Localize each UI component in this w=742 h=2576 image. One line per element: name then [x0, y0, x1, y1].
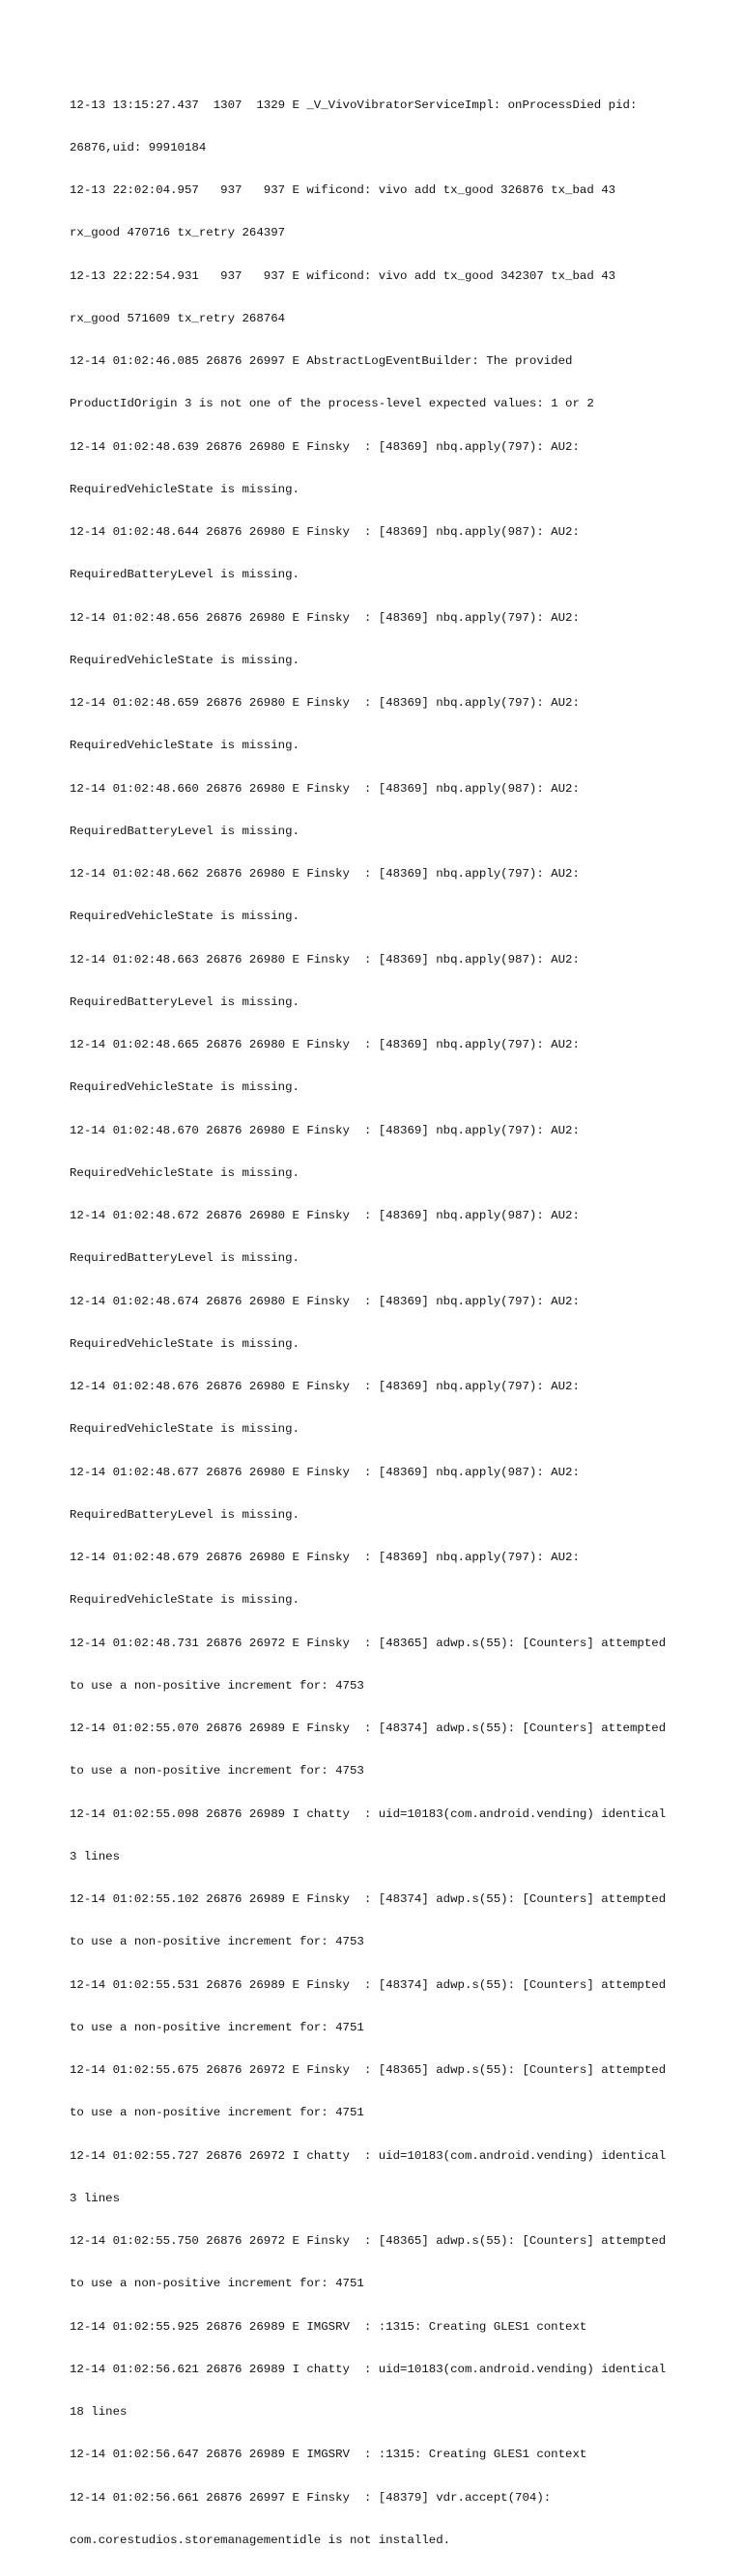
log-line: 12-14 01:02:48.660 26876 26980 E Finsky : [48369] nbq.apply(987): AU2:	[70, 781, 580, 796]
log-line: RequiredVehicleState is missing.	[70, 739, 300, 753]
log-line: 12-14 01:02:48.677 26876 26980 E Finsky : [48369] nbq.apply(987): AU2:	[70, 1465, 580, 1479]
log-line: 26876,uid: 99910184	[70, 140, 207, 154]
log-line: 12-14 01:02:55.070 26876 26989 E Finsky : [48374] adwp.s(55): [Counters] attempted	[70, 1722, 667, 1735]
log-line: RequiredVehicleState is missing.	[70, 653, 300, 667]
log-line: 12-14 01:02:55.102 26876 26989 E Finsky : [48374] adwp.s(55): [Counters] attempted	[70, 1892, 667, 1906]
log-line: 12-13 22:22:54.931 937 937 E wificond: vivo add tx_good 342307 tx_bad 43	[70, 268, 616, 283]
log-line: RequiredVehicleState is missing.	[70, 1422, 300, 1437]
log-line: 12-14 01:02:48.644 26876 26980 E Finsky : [48369] nbq.apply(987): AU2:	[70, 525, 580, 539]
log-line: 12-14 01:02:56.661 26876 26997 E Finsky : [48379] vdr.accept(704):	[70, 2490, 552, 2505]
log-line: RequiredBatteryLevel is missing.	[70, 1251, 300, 1266]
log-line: 12-14 01:02:48.674 26876 26980 E Finsky : [48369] nbq.apply(797): AU2:	[70, 1294, 580, 1308]
log-line: RequiredVehicleState is missing.	[70, 910, 300, 924]
log-line: 12-14 01:02:55.925 26876 26989 E IMGSRV : :1315: Creating GLES1 context	[70, 2319, 587, 2334]
log-line: 12-14 01:02:48.662 26876 26980 E Finsky : [48369] nbq.apply(797): AU2:	[70, 867, 580, 881]
log-line: to use a non-positive increment for: 4751	[70, 2277, 364, 2291]
log-line: 12-14 01:02:56.621 26876 26989 I chatty : uid=10183(com.android.vending) identical	[70, 2362, 667, 2376]
log-line: 12-14 01:02:48.679 26876 26980 E Finsky : [48369] nbq.apply(797): AU2:	[70, 1551, 580, 1564]
log-line: com.corestudios.storemanagementidle is not installed.	[70, 2533, 451, 2547]
log-line: rx_good 470716 tx_retry 264397	[70, 226, 286, 240]
log-line: rx_good 571609 tx_retry 268764	[70, 311, 286, 325]
log-line: 12-14 01:02:55.531 26876 26989 E Finsky : [48374] adwp.s(55): [Counters] attempted	[70, 1977, 667, 1992]
log-line: 3 lines	[70, 1849, 121, 1863]
log-line: 12-13 22:02:04.957 937 937 E wificond: vivo add tx_good 326876 tx_bad 43	[70, 183, 616, 197]
log-line: to use a non-positive increment for: 4753	[70, 1935, 364, 1949]
log-line: 12-14 01:02:55.727 26876 26972 I chatty : uid=10183(com.android.vending) identical	[70, 2148, 667, 2163]
log-line: 12-14 01:02:48.676 26876 26980 E Finsky : [48369] nbq.apply(797): AU2:	[70, 1380, 580, 1393]
log-line: ProductIdOrigin 3 is not one of the process-level expected values: 1 or 2	[70, 397, 594, 411]
log-line: 12-14 01:02:46.085 26876 26997 E AbstractLogEventBuilder: The provided	[70, 354, 573, 368]
log-line: 12-13 13:15:27.437 1307 1329 E _V_VivoVibratorServiceImpl: onProcessDied pid:	[70, 98, 638, 112]
log-line: RequiredBatteryLevel is missing.	[70, 824, 300, 838]
log-line: RequiredVehicleState is missing.	[70, 1165, 300, 1180]
log-line: to use a non-positive increment for: 4751	[70, 2020, 364, 2034]
log-line: RequiredVehicleState is missing.	[70, 1080, 300, 1095]
log-line: 12-14 01:02:55.098 26876 26989 I chatty : uid=10183(com.android.vending) identical	[70, 1806, 667, 1821]
log-line: 12-14 01:02:48.659 26876 26980 E Finsky : [48369] nbq.apply(797): AU2:	[70, 696, 580, 710]
log-line: 12-14 01:02:48.656 26876 26980 E Finsky : [48369] nbq.apply(797): AU2:	[70, 610, 580, 625]
log-line: to use a non-positive increment for: 4753	[70, 1764, 364, 1778]
log-line: 12-14 01:02:48.670 26876 26980 E Finsky : [48369] nbq.apply(797): AU2:	[70, 1123, 580, 1137]
log-line: 12-14 01:02:48.639 26876 26980 E Finsky : [48369] nbq.apply(797): AU2:	[70, 439, 580, 454]
log-line: RequiredVehicleState is missing.	[70, 482, 300, 496]
log-line: to use a non-positive increment for: 4751	[70, 2106, 364, 2120]
log-line: 12-14 01:02:55.750 26876 26972 E Finsky : [48365] adwp.s(55): [Counters] attempted	[70, 2234, 667, 2248]
log-line: to use a non-positive increment for: 4753	[70, 1678, 364, 1693]
log-line: RequiredVehicleState is missing.	[70, 1336, 300, 1351]
log-line: 12-14 01:02:48.665 26876 26980 E Finsky : [48369] nbq.apply(797): AU2:	[70, 1038, 580, 1051]
log-line: RequiredVehicleState is missing.	[70, 1593, 300, 1608]
log-line: 12-14 01:02:56.647 26876 26989 E IMGSRV : :1315: Creating GLES1 context	[70, 2448, 587, 2462]
log-line: 18 lines	[70, 2405, 128, 2419]
log-line: 12-14 01:02:48.663 26876 26980 E Finsky : [48369] nbq.apply(987): AU2:	[70, 952, 580, 966]
log-text-body	[70, 70, 707, 2576]
log-line: RequiredBatteryLevel is missing.	[70, 568, 300, 582]
log-line: 3 lines	[70, 2191, 121, 2205]
log-line: RequiredBatteryLevel is missing.	[70, 994, 300, 1009]
log-line: 12-14 01:02:48.731 26876 26972 E Finsky : [48365] adwp.s(55): [Counters] attempted	[70, 1636, 667, 1650]
log-line: 12-14 01:02:48.672 26876 26980 E Finsky : [48369] nbq.apply(987): AU2:	[70, 1209, 580, 1222]
log-line: RequiredBatteryLevel is missing.	[70, 1507, 300, 1522]
log-line: 12-14 01:02:55.675 26876 26972 E Finsky : [48365] adwp.s(55): [Counters] attempted	[70, 2063, 667, 2077]
